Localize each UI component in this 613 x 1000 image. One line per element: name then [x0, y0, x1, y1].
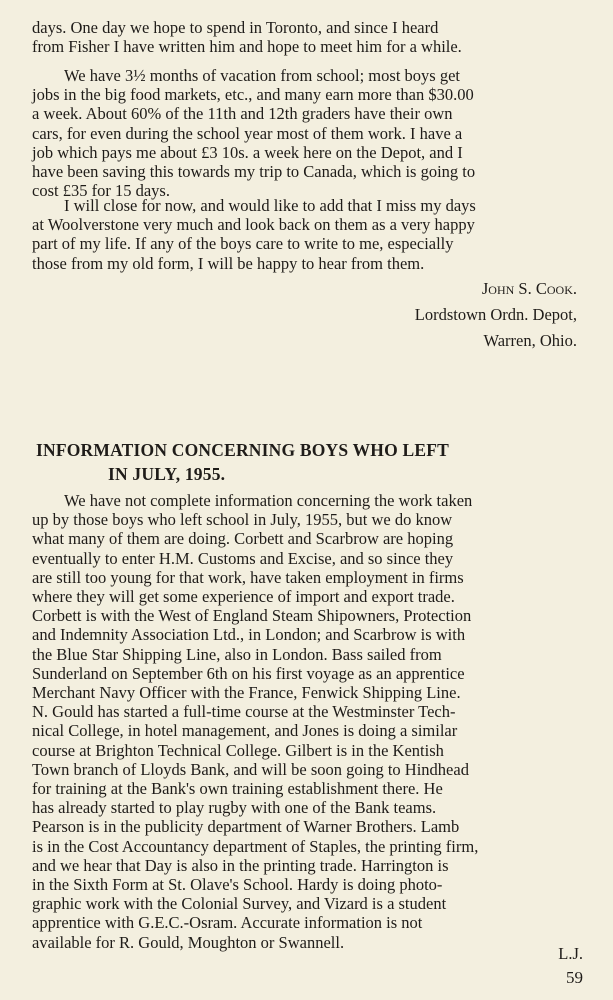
text-line: Corbett is with the West of England Steam Shipowners, Protection [32, 606, 472, 626]
text-line: cost £35 for 15 days. [32, 181, 170, 201]
text-line: has already started to play rugby with one of the Bank teams. [32, 798, 437, 818]
text-line: part of my life. If any of the boys care to write to me, especially [32, 234, 454, 254]
text-line: are still too young for that work, have taken employment in firms [32, 567, 464, 587]
signature-name: John S. Cook. [481, 279, 577, 298]
letter-signature [415, 276, 577, 354]
text-line: and Indemnity Association Ltd., in London; and Scarbrow is with [32, 625, 466, 645]
text-line: eventually to enter H.M. Customs and Excise, and so since they [32, 548, 454, 568]
letter-paragraph-3 [32, 196, 577, 273]
text-line: N. Gould has started a full-time course at the Westminster Tech- [32, 702, 456, 722]
text-line: in the Sixth Form at St. Olave's School. Hardy is doing photo- [32, 875, 443, 895]
text-line: Pearson is in the publicity department of Warner Brothers. Lamb [32, 817, 460, 837]
text-line: days. One day we hope to spend in Toronto, and since I heard [32, 18, 439, 37]
signature-address-line: Warren, Ohio. [483, 331, 577, 350]
text-line: at Woolverstone very much and look back on them as a very happy [32, 215, 475, 235]
text-line: apprentice with G.E.C.-Osram. Accurate information is not [32, 913, 423, 933]
text-line: jobs in the big food markets, etc., and many earn more than $30.00 [32, 85, 474, 105]
text-line: Merchant Navy Officer with the France, Fenwick Shipping Line. [32, 683, 461, 703]
text-line: cars, for even during the school year most of them work. I have a [32, 123, 463, 143]
text-line: is in the Cost Accountancy department of Staples, the printing firm, [32, 836, 479, 856]
text-line: I will close for now, and would like to add that I miss my days [64, 196, 476, 215]
text-line: Sunderland on September 6th on his first voyage as an apprentice [32, 663, 465, 683]
signature-address-line: Lordstown Ordn. Depot, [414, 305, 577, 324]
text-line: available for R. Gould, Moughton or Swannell. [32, 932, 345, 952]
text-line: what many of them are doing. Corbett and Scarbrow are hoping [32, 529, 454, 549]
heading-line: IN JULY, 1955. [108, 464, 226, 484]
page-number: 59 [566, 968, 583, 987]
heading-line: INFORMATION CONCERNING BOYS WHO LEFT [36, 440, 449, 460]
text-line: the Blue Star Shipping Line, also in London. Bass sailed from [32, 644, 442, 664]
text-line: for training at the Bank's own training establishment there. He [32, 779, 443, 799]
text-line: We have 3½ months of vacation from school; most boys get [64, 66, 460, 85]
text-line: a week. About 60% of the 11th and 12th graders have their own [32, 104, 453, 124]
text-line: those from my old form, I will be happy to hear from them. [32, 253, 425, 273]
letter-paragraph-2 [32, 66, 577, 200]
text-line: job which pays me about £3 10s. a week here on the Depot, and I [32, 142, 463, 162]
article-body [32, 491, 577, 952]
author-initials: L.J. [558, 944, 583, 963]
text-line: up by those boys who left school in July, 1955, but we do know [32, 510, 453, 530]
article-heading [36, 438, 596, 486]
text-line: have been saving this towards my trip to Canada, which is going to [32, 162, 476, 182]
text-line: We have not complete information concerning the work taken [64, 491, 473, 510]
letter-paragraph-1 [32, 18, 577, 56]
text-line: course at Brighton Technical College. Gilbert is in the Kentish [32, 740, 444, 760]
text-line: where they will get some experience of import and export trade. [32, 587, 455, 607]
text-line: Town branch of Lloyds Bank, and will be soon going to Hindhead [32, 759, 469, 779]
text-line: and we hear that Day is also in the printing trade. Harrington is [32, 855, 449, 875]
text-line: nical College, in hotel management, and Jones is doing a similar [32, 721, 458, 741]
text-line: from Fisher I have written him and hope to meet him for a while. [32, 37, 462, 57]
text-line: graphic work with the Colonial Survey, and Vizard is a student [32, 894, 447, 914]
